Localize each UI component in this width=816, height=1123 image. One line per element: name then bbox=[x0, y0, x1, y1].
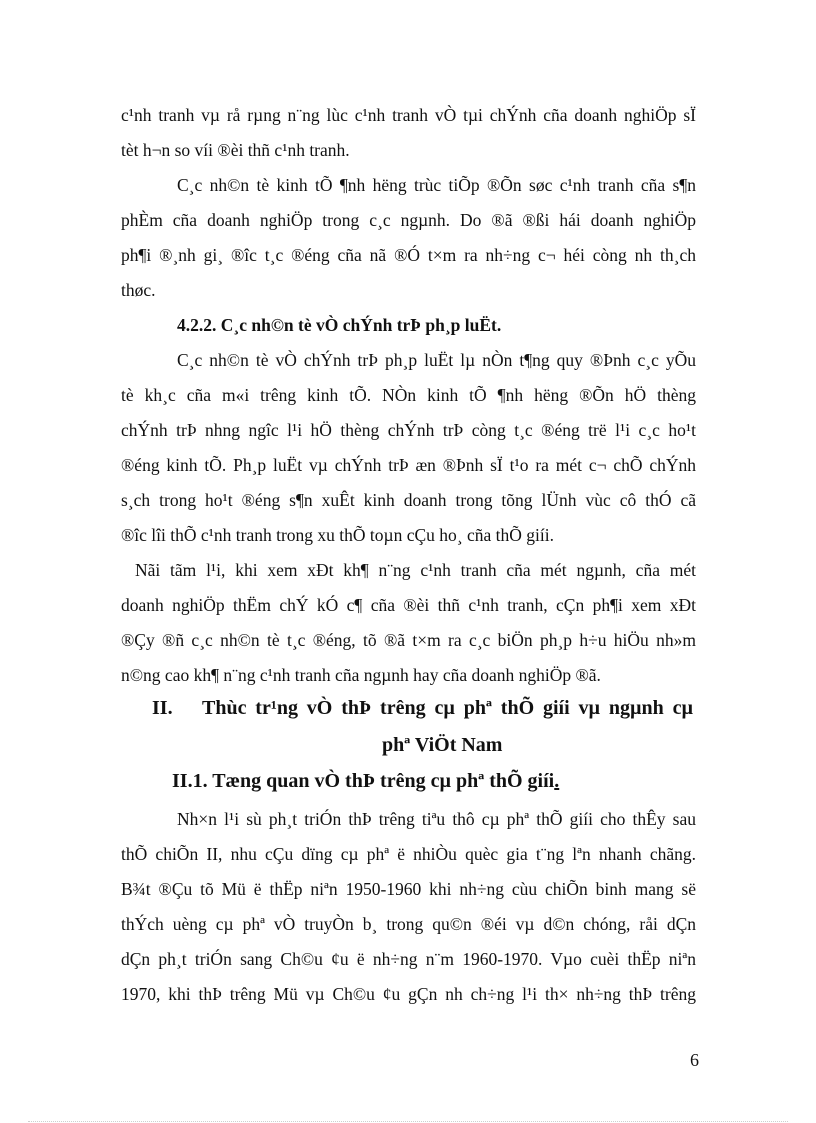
paragraph-line: ®îc lîi thÕ c¹nh tranh trong xu thÕ toµn cÇu ho¸ cña thÕ giíi. bbox=[121, 525, 555, 545]
paragraph-line: ®éng kinh tÕ. Ph¸p luËt vµ chÝnh trÞ æn ®Þnh sÏ t¹o ra mét c¬ chÕ chÝnh bbox=[121, 455, 696, 475]
paragraph-line: chÝnh trÞ nhng ngîc l¹i hÖ thèng chÝnh trÞ còng t¸c ®éng trë l¹i c¸c ho¹t bbox=[121, 420, 696, 440]
subsection-title-mark: . bbox=[554, 770, 560, 792]
page-number: 6 bbox=[690, 1050, 699, 1070]
paragraph-line: thøc. bbox=[121, 280, 156, 300]
paragraph-line: s¸ch trong ho¹t ®éng s¶n xuÊt kinh doanh trong tõng lÜnh vùc cô thÓ cã bbox=[121, 490, 696, 510]
paragraph-line: ph¶i ®¸nh gi¸ ®îc t¸c ®éng cña nã ®Ó t×m ra nh÷ng c¬ héi còng nh th¸ch bbox=[121, 245, 696, 265]
paragraph-line: thÝch uèng cµ phª vÒ truyÒn b¸ trong qu©n ®éi vµ d©n chóng, råi dÇn bbox=[121, 914, 696, 934]
section-title-continued: phª ViÖt Nam bbox=[382, 734, 503, 756]
paragraph-line: C¸c nh©n tè vÒ chÝnh trÞ ph¸p luËt lµ nÒn t¶ng quy ®Þnh c¸c yÕu bbox=[177, 350, 696, 370]
paragraph-line: phÈm cña doanh nghiÖp trong c¸c ngµnh. Do ®ã ®ßi hái doanh nghiÖp bbox=[121, 210, 696, 230]
paragraph-line: tèt h¬n so víi ®èi thñ c¹nh tranh. bbox=[121, 140, 350, 160]
section-title: Thùc tr¹ng vÒ thÞ trêng cµ phª thÕ giíi vµ ngµnh cµ bbox=[202, 697, 693, 719]
paragraph-line: C¸c nh©n tè kinh tÕ ¶nh hëng trùc tiÕp ®Õn søc c¹nh tranh cña s¶n bbox=[177, 175, 696, 195]
subsection-title-text: II.1. Tæng quan vÒ thÞ trêng cµ phª thÕ giíi bbox=[172, 770, 555, 792]
paragraph-line: Nãi tãm l¹i, khi xem xÐt kh¶ n¨ng c¹nh tranh cña mét ngµnh, cña mét bbox=[135, 560, 696, 580]
paragraph-line: n©ng cao kh¶ n¨ng c¹nh tranh cña ngµnh hay cña doanh nghiÖp ®ã. bbox=[121, 665, 601, 685]
section-number: II. bbox=[152, 697, 173, 719]
page-bottom-divider bbox=[28, 1121, 788, 1122]
subsection-title bbox=[172, 770, 559, 792]
paragraph-line: tè kh¸c cña m«i trêng kinh tÕ. NÒn kinh tÕ ¶nh hëng ®Õn hÖ thèng bbox=[121, 385, 696, 405]
paragraph-line: dÇn ph¸t triÓn sang Ch©u ¢u ë nh÷ng n¨m 1960-1970. Vµo cuèi thËp niªn bbox=[121, 949, 696, 969]
paragraph-line: ®Çy ®ñ c¸c nh©n tè t¸c ®éng, tõ ®ã t×m ra c¸c biÖn ph¸p h÷u hiÖu nh»m bbox=[121, 630, 696, 650]
paragraph-line: Nh×n l¹i sù ph¸t triÓn thÞ trêng tiªu thô cµ phª thÕ giíi cho thÊy sau bbox=[177, 809, 696, 829]
paragraph-line: B¾t ®Çu tõ Mü ë thËp niªn 1950-1960 khi nh÷ng cùu chiÕn binh mang së bbox=[121, 879, 696, 899]
paragraph-line: doanh nghiÖp thËm chÝ kÓ c¶ cña ®èi thñ c¹nh tranh, cÇn ph¶i xem xÐt bbox=[121, 595, 696, 615]
paragraph-line: 1970, khi thÞ trêng Mü vµ Ch©u ¢u gÇn nh ch÷ng l¹i th× nh÷ng thÞ trêng bbox=[121, 984, 696, 1004]
subsection-heading: 4.2.2. C¸c nh©n tè vÒ chÝnh trÞ ph¸p luËt. bbox=[177, 315, 502, 335]
paragraph-line: thÕ chiÕn II, nhu cÇu dïng cµ phª ë nhiÒu quèc gia t¨ng lªn nhanh chãng. bbox=[121, 844, 696, 864]
paragraph-line: c¹nh tranh vµ rå rµng n¨ng lùc c¹nh tranh vÒ tµi chÝnh cña doanh nghiÖp sÏ bbox=[121, 105, 696, 125]
